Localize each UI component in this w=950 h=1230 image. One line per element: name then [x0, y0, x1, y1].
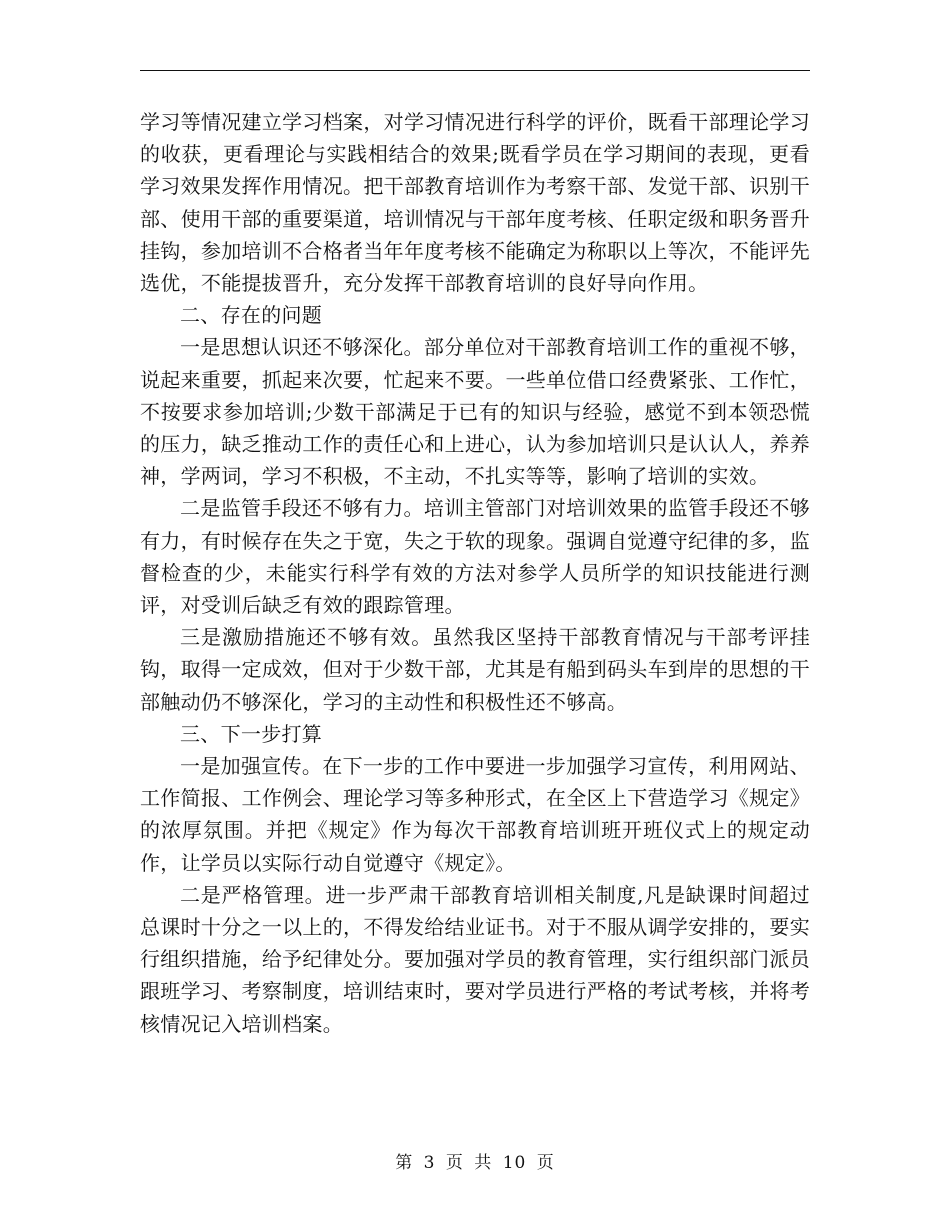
paragraph: 一是加强宣传。在下一步的工作中要进一步加强学习宣传，利用网站、工作简报、工作例会、理论学习等多种形式，在全区上下营造学习《规定》的浓厚氛围。并把《规定》作为每次干部教育培训班开班仪式上的规定动作，让学员以实际行动自觉遵守《规定》。	[140, 754, 810, 875]
paragraph: 学习等情况建立学习档案，对学习情况进行科学的评价，既看干部理论学习的收获，更看理论与实践相结合的效果;既看学员在学习期间的表现，更看学习效果发挥作用情况。把干部教育培训作为考察干部、发觉干部、识别干部、使用干部的重要渠道，培训情况与干部年度考核、任职定级和职务晋升挂钩，参加培训不合格者当年年度考核不能确定为称职以上等次，不能评先选优，不能提拔晋升，充分发挥干部教育培训的良好导向作用。	[140, 110, 810, 296]
paragraph: 一是思想认识还不够深化。部分单位对干部教育培训工作的重视不够，说起来重要，抓起来次要，忙起来不要。一些单位借口经费紧张、工作忙，不按要求参加培训;少数干部满足于已有的知识与经验，感觉不到本领恐慌的压力，缺乏推动工作的责任心和上进心，认为参加培训只是认认人，养养神，学两词，学习不积极，不主动，不扎实等等，影响了培训的实效。	[140, 335, 810, 489]
header-rule	[140, 70, 810, 71]
section-heading: 三、下一步打算	[180, 721, 323, 746]
paragraph: 二是严格管理。进一步严肃干部教育培训相关制度,凡是缺课时间超过总课时十分之一以上的，不得发给结业证书。对于不服从调学安排的，要实行组织措施，给予纪律处分。要加强对学员的教育管理，实行组织部门派员跟班学习、考察制度，培训结束时，要对学员进行严格的考试考核，并将考核情况记入培训档案。	[140, 882, 810, 1036]
paragraph: 二是监管手段还不够有力。培训主管部门对培训效果的监管手段还不够有力，有时候存在失之于宽，失之于软的现象。强调自觉遵守纪律的多，监督检查的少，未能实行科学有效的方法对参学人员所学的知识技能进行测评，对受训后缺乏有效的跟踪管理。	[140, 496, 810, 618]
document-body	[140, 106, 810, 1040]
paragraph: 三是激励措施还不够有效。虽然我区坚持干部教育情况与干部考评挂钩，取得一定成效，但对于少数干部，尤其是有船到码头车到岸的思想的干部触动仍不够深化，学习的主动性和积极性还不够高。	[140, 625, 810, 714]
page-number: 第 3 页 共 10 页	[395, 1153, 555, 1173]
section-heading: 二、存在的问题	[180, 303, 323, 328]
